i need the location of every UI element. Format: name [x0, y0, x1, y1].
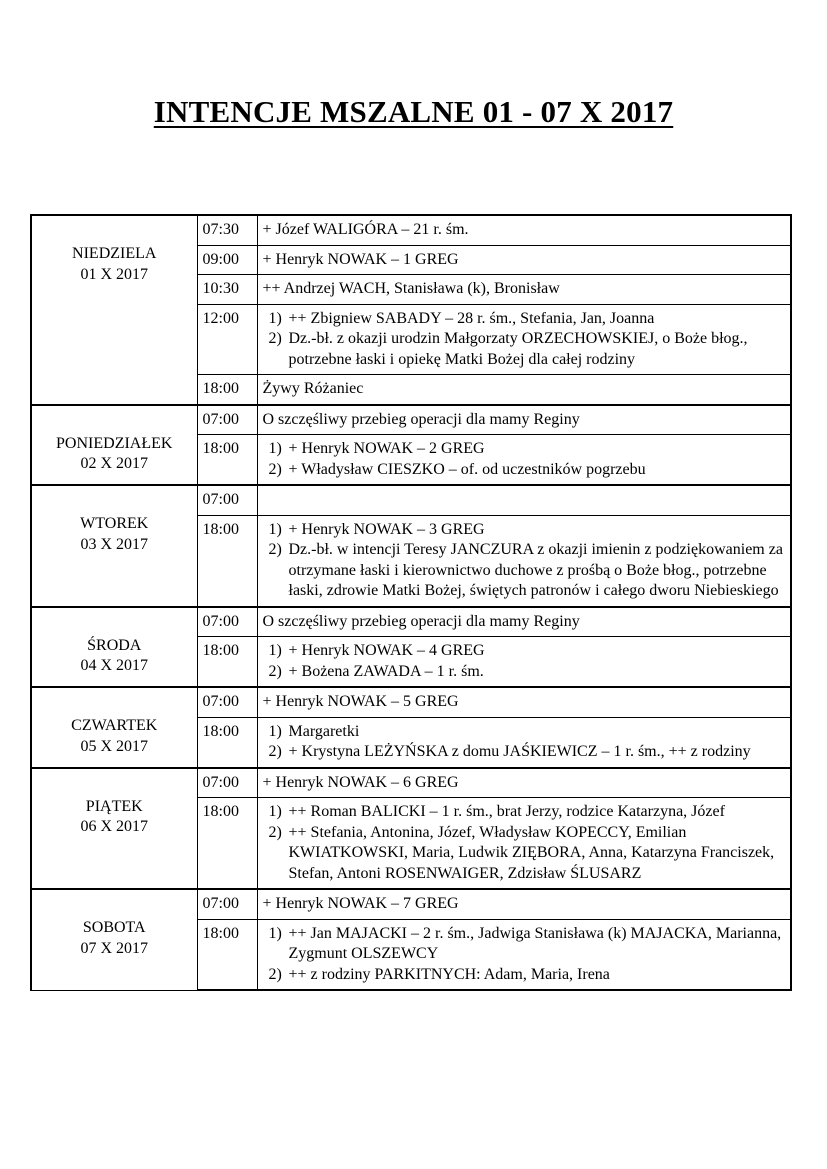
- day-name: SOBOTA: [82, 919, 146, 936]
- day-cell: [31, 485, 197, 607]
- mass-intention: [257, 768, 791, 798]
- intention-item: [263, 965, 786, 986]
- intention-item: [263, 662, 786, 683]
- item-number: 2): [268, 541, 282, 558]
- intention-text: [263, 490, 786, 511]
- item-number: 2): [268, 460, 282, 478]
- intention-item: [263, 460, 786, 481]
- item-text: + Henryk NOWAK – 2 GREG: [288, 440, 485, 457]
- mass-row: [31, 485, 791, 515]
- item-number: 1): [268, 309, 282, 327]
- day-date: 02 X 2017: [80, 455, 149, 472]
- day-name: NIEDZIELA: [72, 245, 157, 262]
- mass-intention: [257, 245, 791, 275]
- intention-text: + Henryk NOWAK – 1 GREG: [262, 250, 459, 268]
- intention-item: [263, 823, 786, 885]
- mass-row: [31, 607, 791, 637]
- day-date: 07 X 2017: [80, 939, 149, 957]
- table-body: [31, 215, 791, 990]
- mass-intention: [257, 304, 791, 375]
- item-text: + Krystyna LEŻYŃSKA z domu JAŚKIEWICZ – 1 r. śm., ++ z rodziny: [288, 743, 751, 760]
- day-name: ŚRODA: [87, 636, 142, 654]
- mass-intention: [257, 375, 791, 405]
- item-text: ++ Jan MAJACKI – 2 r. śm., Jadwiga Stanisława (k) MAJACKA, Marianna, Zygmunt OLSZEWCY: [288, 924, 782, 962]
- mass-time: 18:00: [197, 515, 257, 607]
- day-name: CZWARTEK: [71, 717, 158, 734]
- intention-item: [263, 722, 786, 743]
- intention-text: Żywy Różaniec: [262, 380, 364, 397]
- page-title: INTENCJE MSZALNE 01 - 07 X 2017: [153, 94, 674, 129]
- day-date: 03 X 2017: [80, 535, 149, 553]
- intention-text: ++ Andrzej WACH, Stanisława (k), Bronisław: [262, 280, 560, 297]
- mass-row: [31, 889, 791, 919]
- item-number: 1): [268, 520, 282, 538]
- item-number: 1): [268, 440, 282, 457]
- intention-item: [263, 742, 786, 763]
- item-number: 2): [268, 743, 282, 760]
- item-text: ++ Zbigniew SABADY – 28 r. śm., Stefania, Jan, Joanna: [288, 309, 655, 327]
- item-text: ++ z rodziny PARKITNYCH: Adam, Maria, Irena: [288, 965, 610, 983]
- mass-time: 12:00: [197, 304, 257, 375]
- mass-time: 18:00: [197, 717, 257, 768]
- mass-time: 07:30: [197, 215, 257, 245]
- mass-intentions-table: [30, 214, 792, 991]
- item-number: 1): [268, 722, 282, 740]
- intention-text: + Henryk NOWAK – 7 GREG: [262, 895, 459, 912]
- mass-time: 18:00: [197, 375, 257, 405]
- item-text: Dz.-bł. z okazji urodzin Małgorzaty ORZECHOWSKIEJ, o Boże błog., potrzebne łaski i opiekę Matki Bożej dla całej rodziny: [288, 330, 748, 368]
- intention-text: + Henryk NOWAK – 5 GREG: [262, 693, 459, 710]
- mass-row: [31, 768, 791, 798]
- day-date: 04 X 2017: [80, 657, 149, 674]
- mass-intention: [257, 275, 791, 305]
- intention-item: [263, 309, 786, 330]
- intention-item: [263, 540, 786, 602]
- mass-intention: [257, 485, 791, 515]
- mass-time: 07:00: [197, 687, 257, 717]
- day-date: 01 X 2017: [80, 265, 149, 283]
- intention-item: [263, 520, 786, 541]
- mass-intention: [257, 889, 791, 919]
- day-cell: [31, 607, 197, 688]
- item-number: 1): [268, 642, 282, 659]
- mass-time: 07:00: [197, 485, 257, 515]
- mass-intention: [257, 515, 791, 607]
- intention-item: [263, 924, 786, 965]
- intention-text: + Józef WALIGÓRA – 21 r. śm.: [262, 221, 469, 238]
- mass-intention: [257, 215, 791, 245]
- intention-text: O szczęśliwy przebieg operacji dla mamy Reginy: [262, 410, 580, 428]
- mass-row: [31, 405, 791, 435]
- mass-time: 07:00: [197, 889, 257, 919]
- item-text: ++ Stefania, Antonina, Józef, Władysław KOPECCY, Emilian KWIATKOWSKI, Maria, Ludwik ZIĘBORA, Anna, Katarzyna Franciszek, Stefan, Antoni ROSENWAIGER, Zdzisław ŚLUSARZ: [288, 823, 775, 882]
- intention-item: [263, 329, 786, 370]
- day-cell: [31, 889, 197, 990]
- mass-time: 18:00: [197, 919, 257, 990]
- mass-row: [31, 687, 791, 717]
- mass-intention: [257, 435, 791, 486]
- item-text: ++ Roman BALICKI – 1 r. śm., brat Jerzy, rodzice Katarzyna, Józef: [288, 803, 725, 820]
- intention-item: [263, 641, 786, 662]
- intention-item: [263, 439, 786, 460]
- mass-intention: [257, 607, 791, 637]
- item-number: 2): [268, 965, 282, 983]
- mass-time: 07:00: [197, 768, 257, 798]
- day-cell: [31, 215, 197, 405]
- day-name: PIĄTEK: [85, 797, 143, 815]
- day-cell: [31, 768, 197, 890]
- item-text: + Bożena ZAWADA – 1 r. śm.: [288, 662, 484, 680]
- mass-intention: [257, 919, 791, 990]
- mass-time: 07:00: [197, 607, 257, 637]
- mass-intention: [257, 637, 791, 688]
- intention-text: O szczęśliwy przebieg operacji dla mamy Reginy: [262, 612, 580, 630]
- day-cell: [31, 687, 197, 768]
- mass-time: 09:00: [197, 245, 257, 275]
- intention-item: [263, 802, 786, 823]
- mass-intention: [257, 405, 791, 435]
- item-text: Dz.-bł. w intencji Teresy JANCZURA z okazji imienin z podziękowaniem za otrzymane łaski i kierownictwo duchowe z prośbą o Boże błog., potrzebne łaski, zdrowie Matki Bożej, świętych patronów i całego dworu Niebieskiego: [288, 541, 783, 599]
- day-date: 05 X 2017: [80, 737, 149, 755]
- item-number: 1): [268, 924, 282, 942]
- day-name: PONIEDZIAŁEK: [56, 434, 173, 452]
- item-number: 2): [268, 823, 282, 841]
- item-number: 2): [268, 330, 282, 347]
- day-name: WTOREK: [80, 515, 149, 532]
- mass-time: 18:00: [197, 637, 257, 688]
- item-text: + Henryk NOWAK – 4 GREG: [288, 642, 485, 659]
- mass-time: 10:30: [197, 275, 257, 305]
- mass-row: [31, 215, 791, 245]
- item-number: 2): [268, 662, 282, 680]
- day-date: 06 X 2017: [80, 818, 149, 835]
- mass-intention: [257, 798, 791, 890]
- mass-time: 07:00: [197, 405, 257, 435]
- item-text: + Henryk NOWAK – 3 GREG: [288, 520, 485, 538]
- mass-intention: [257, 717, 791, 768]
- mass-intention: [257, 687, 791, 717]
- day-cell: [31, 405, 197, 486]
- item-text: + Władysław CIESZKO – of. od uczestników pogrzebu: [288, 460, 646, 478]
- item-text: Margaretki: [288, 722, 360, 740]
- mass-time: 18:00: [197, 798, 257, 890]
- mass-time: 18:00: [197, 435, 257, 486]
- item-number: 1): [268, 803, 282, 820]
- intention-text: + Henryk NOWAK – 6 GREG: [262, 773, 459, 791]
